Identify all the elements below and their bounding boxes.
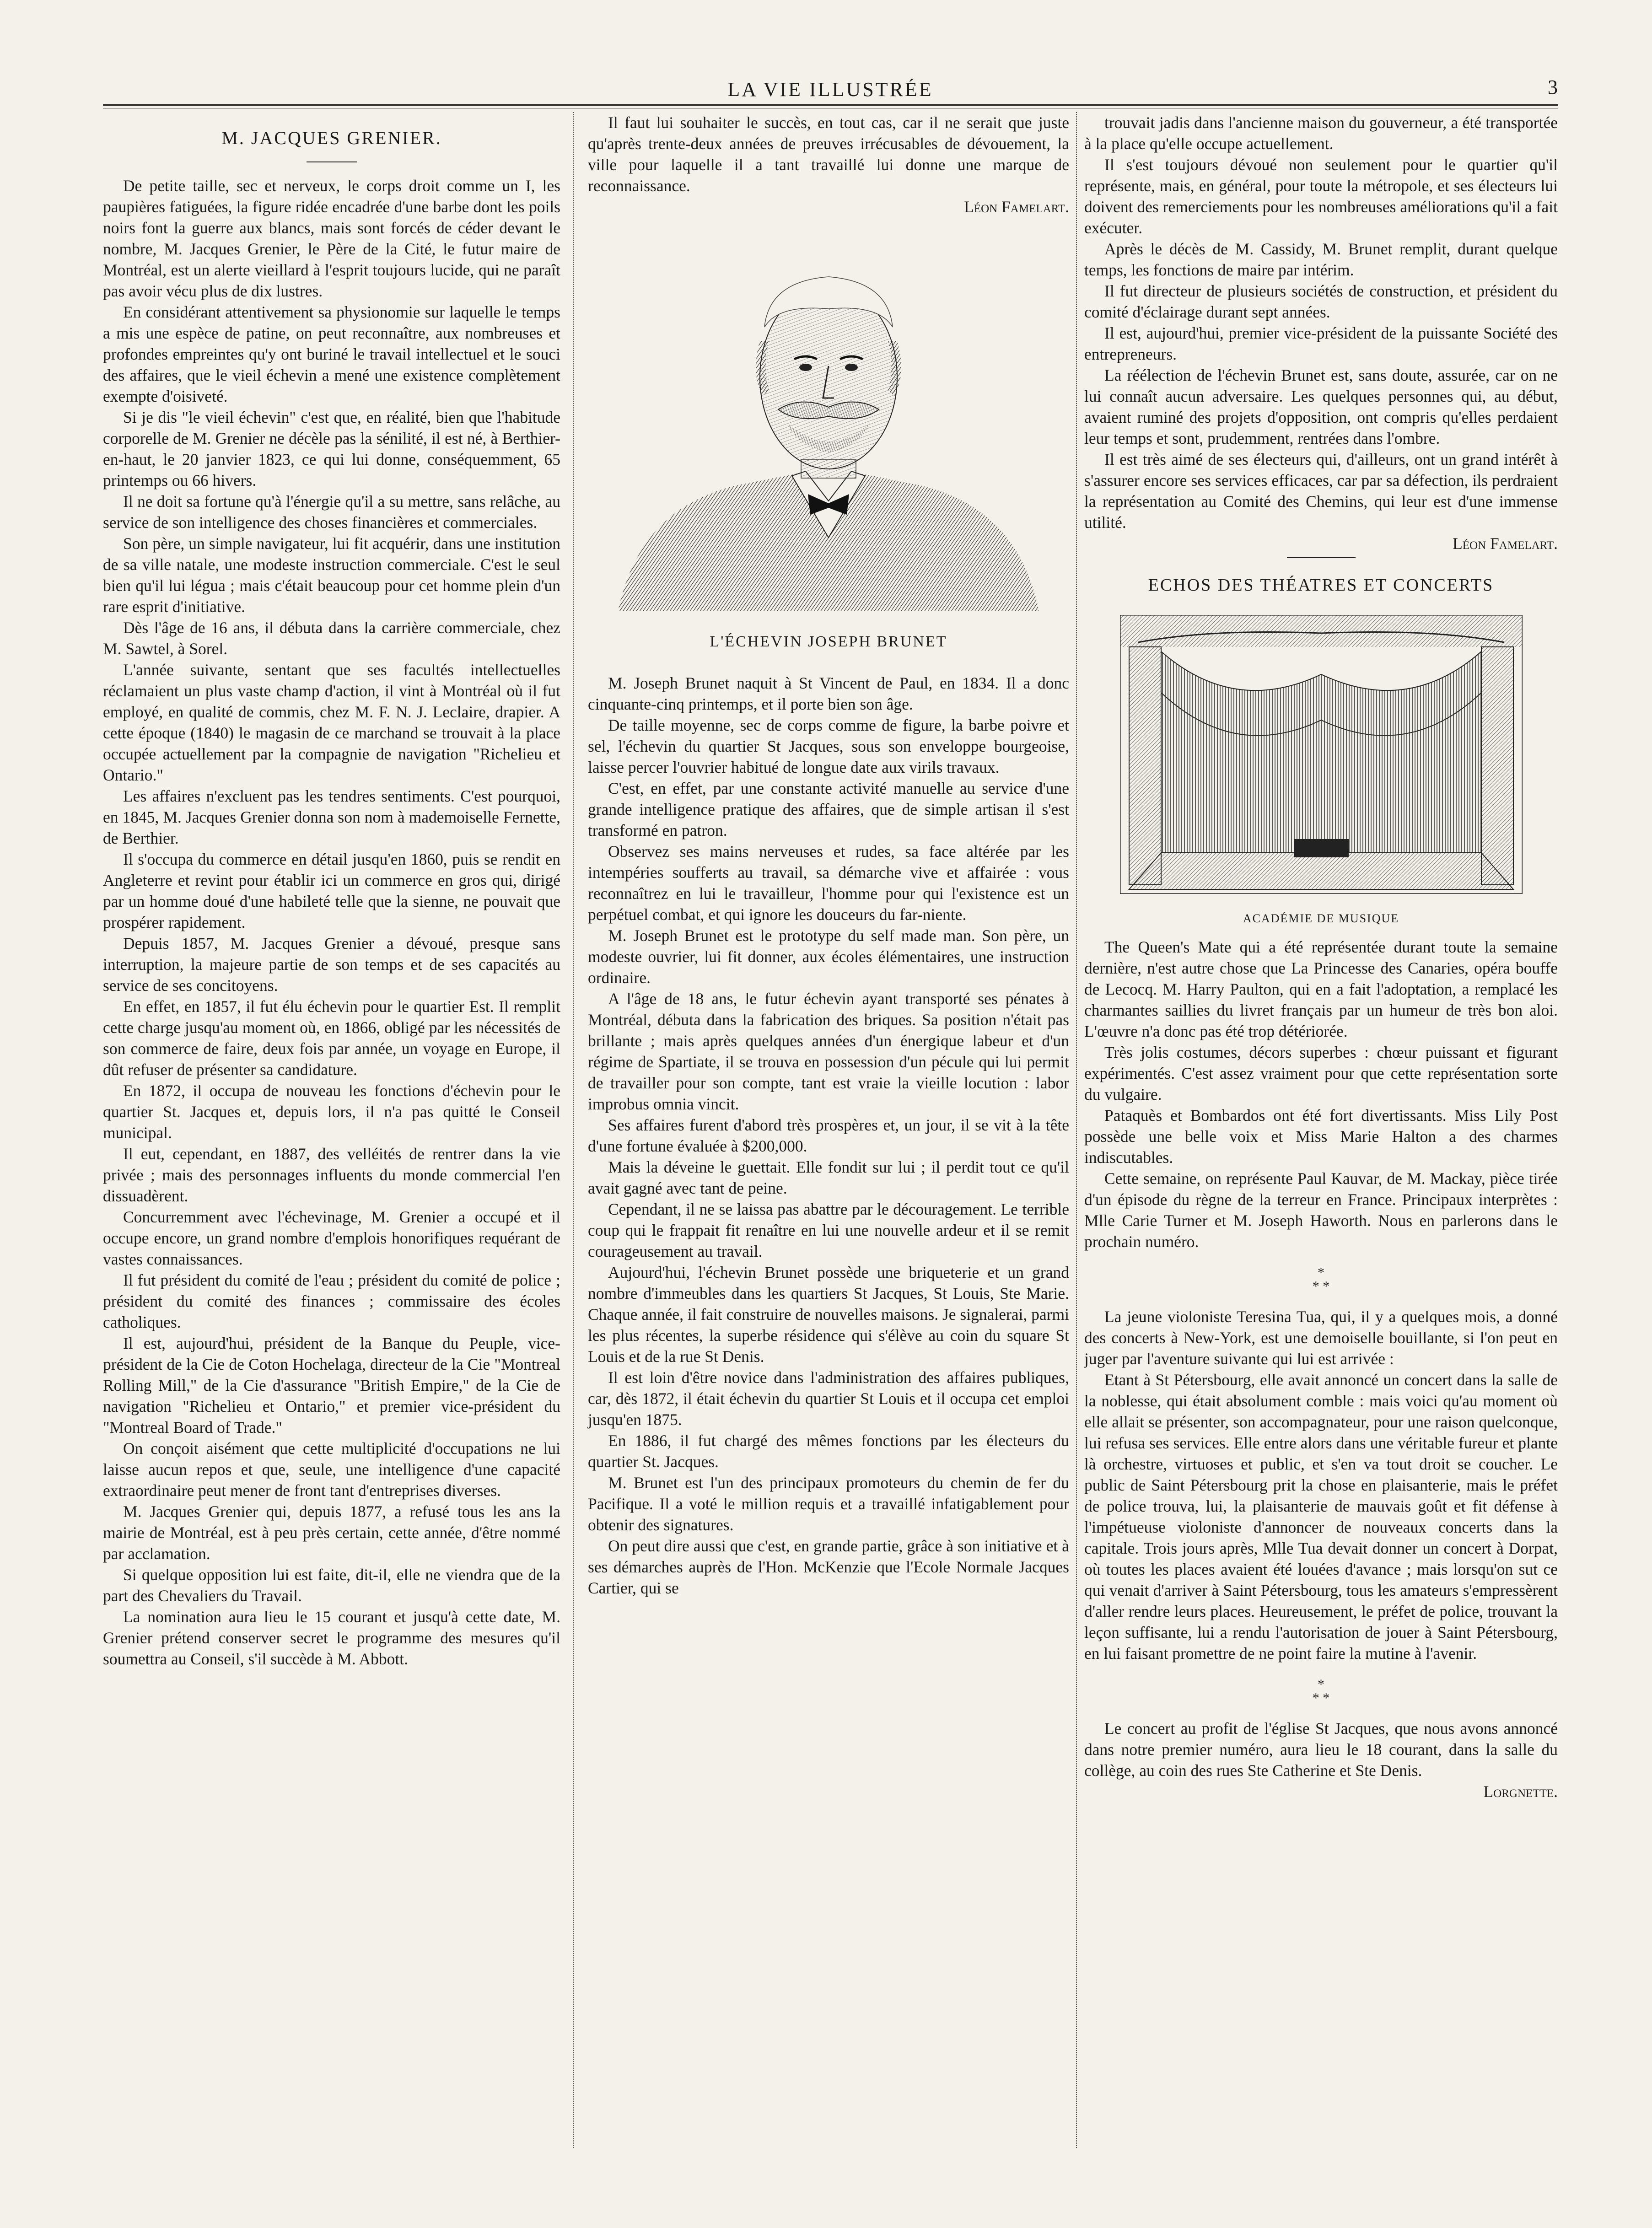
article-body [588,673,1069,1598]
paragraph: Si quelque opposition lui est faite, dit-il, elle ne viendra que de la part des Chevaliers du Travail. [103,1566,560,1605]
paragraph: Pataquès et Bombardos ont été fort divertissants. Miss Lily Post possède une belle voix et Miss Marie Halton a des charmes indiscutables. [1084,1106,1558,1167]
article-heading: M. JACQUES GRENIER. [221,128,442,148]
article-body [103,175,560,1669]
paragraph: Il est, aujourd'hui, président de la Banque du Peuple, vice-président de la Cie de Coton Hochelaga, directeur de la Cie "Montreal Rolling Mill," de la Cie d'assurance "British Empire," de la Cie de navigation "Richelieu et Ontario," et premier vice-président du "Montreal Board of Trade." [103,1334,560,1437]
paragraph: Dès l'âge de 16 ans, il débuta dans la carrière commerciale, chez M. Sawtel, à Sorel. [103,619,560,658]
column-3 [1084,112,1558,1802]
paragraph: Il est, aujourd'hui, premier vice-président de la puissante Société des entrepreneurs. [1084,324,1558,363]
paragraph: On peut dire aussi que c'est, en grande partie, grâce à son initiative et à ses démarches auprès de l'Hon. McKenzie que l'Ecole Normale Jacques Cartier, qui se [588,1537,1069,1597]
violinist-article [1084,1306,1558,1664]
paragraph: M. Joseph Brunet naquit à St Vincent de Paul, en 1834. Il a donc cinquante-cinq printemps, et il porte bien son âge. [588,674,1069,713]
masthead [103,75,1558,103]
article-continuation: Il faut lui souhaiter le succès, en tout cas, car il ne serait que juste qu'après trente-deux années de preuves irrécusables de dévouement, la ville pour laquelle il a tant travaillé lui donne une marque de reconnaissance. [588,113,1069,195]
paragraph: De petite taille, sec et nerveux, le corps droit comme un I, les paupières fatiguées, la figure ridée encadrée d'une barbe dont les poils noirs font la guerre aux blancs, mais sont forcés de céder devant le nombre, M. Jacques Grenier, le Père de la Cité, le futur maire de Montréal, est un alerte vieillard à l'esprit toujours lucide, qui ne paraît pas avoir vécu plus de dix lustres. [103,177,560,300]
paragraph: Il fut président du comité de l'eau ; président du comité de police ; président du comité des finances ; commissaire des écoles catholiques. [103,1271,560,1331]
paragraph: Il fut directeur de plusieurs sociétés de construction, et président du comité d'éclairage durant sept années. [1084,282,1558,321]
author-signature: Léon Famelart. [964,198,1069,216]
concert-notice: Le concert au profit de l'église St Jacques, que nous avons annoncé dans notre premier numéro, aura lieu le 18 courant, dans la salle du collège, au coin des rues Ste Catherine et Ste Denis. [1084,1719,1558,1780]
paragraph: En 1886, il fut chargé des mêmes fonctions par les électeurs du quartier St. Jacques. [588,1432,1069,1471]
paragraph: De taille moyenne, sec de corps comme de figure, la barbe poivre et sel, l'échevin du quartier St Jacques, sous son enveloppe bourgeoise, laisse percer l'ouvrier habitué de longue date aux virils travaux. [588,716,1069,776]
paragraph: Cependant, il ne se laissa pas abattre par le découragement. Le terrible coup qui le frappait fit renaître en lui une nouvelle ardeur et il se remit courageusement au travail. [588,1200,1069,1260]
paragraph: La réélection de l'échevin Brunet est, sans doute, assurée, car on ne lui connaît aucun adversaire. Les quelques personnes qui, au début, avaient ruminé des projets d'opposition, ont compris qu'elles perdaient leur temps et sont, prudemment, rentrées dans l'ombre. [1084,366,1558,447]
article-continuation [1084,112,1558,533]
page-number: 3 [1548,76,1558,98]
paragraph: Ses affaires furent d'abord très prospères et, un jour, il se vit à la tête d'une fortune évaluée à $200,000. [588,1116,1069,1155]
paragraph: Il s'est toujours dévoué non seulement pour le quartier qu'il représente, mais, en général, pour toute la métropole, et ses électeurs lui doivent des remerciements pour les nombreuses améliorations qu'il a fait exécuter. [1084,156,1558,237]
paragraph: C'est, en effet, par une constante activité manuelle au service d'une grande intelligence pratique des affaires, que de simple artisan il s'est transformé en patron. [588,779,1069,840]
paragraph: Il est loin d'être novice dans l'administration des affaires publiques, car, dès 1872, il était échevin du quartier St Louis et il occupa cet emploi jusqu'en 1875. [588,1368,1069,1429]
paragraph: A l'âge de 18 ans, le futur échevin ayant transporté ses pénates à Montréal, débuta dans la fabrication des briques. Sa position n'était pas brillante ; mais après quelques années d'un énergique labeur et d'un régime de Spartiate, il se trouva en possession d'un pécule qui lui permit de travailler pour son compte, tant est vraie la vieille locution : labor improbus omnia vincit. [588,990,1069,1113]
paragraph: La jeune violoniste Teresina Tua, qui, il y a quelques mois, a donné des concerts à New-York, est une demoiselle bouillante, si l'on peut en juger par l'aventure suivante qui lui est arrivée : [1084,1308,1558,1368]
paragraph: Les affaires n'excluent pas les tendres sentiments. C'est pourquoi, en 1845, M. Jacques Grenier donna son nom à mademoiselle Fernette, de Berthier. [103,787,560,847]
publication-title: LA VIE ILLUSTRÉE [727,78,933,101]
closing-signature: Lorgnette. [1483,1782,1558,1801]
paragraph: trouvait jadis dans l'ancienne maison du gouverneur, a été transportée à la place qu'elle occupe actuellement. [1084,113,1558,153]
heading-rule [307,161,357,162]
section-heading: ECHOS DES THÉATRES ET CONCERTS [1148,576,1494,595]
header-rule [103,104,1558,106]
paragraph: Après le décès de M. Cassidy, M. Brunet remplit, durant quelque temps, les fonctions de maire par intérim. [1084,240,1558,279]
paragraph: En considérant attentivement sa physionomie sur laquelle le temps a mis une espèce de patine, on peut reconnaître, aux nombreuses et profondes empreintes qu'y ont buriné le travail intellectuel et le souci des affaires, que le vieil échevin a mené une existence complètement exempte d'oisiveté. [103,303,560,405]
portrait-caption: L'ÉCHEVIN JOSEPH BRUNET [710,633,947,650]
paragraph: Son père, un simple navigateur, lui fit acquérir, dans une institution de sa ville natale, une modeste instruction commerciale. C'est le seul bien qu'il lui légua ; mais c'était beaucoup pour cet homme plein d'un rare esprit d'initiative. [103,534,560,616]
section-asterism: * * * [1312,1677,1330,1706]
paragraph: M. Jacques Grenier qui, depuis 1877, a refusé tous les ans la mairie de Montréal, est à peu près certain, cette année, d'être nommé par acclamation. [103,1502,560,1563]
portrait-engraving [604,245,1053,616]
paragraph: Il s'occupa du commerce en détail jusqu'en 1860, puis se rendit en Angleterre et revint pour établir ici un commerce en gros qui, dirigé par un homme doué d'une habileté telle que la sienne, ne pouvait que prospérer rapidement. [103,850,560,931]
paragraph: Si je dis "le vieil échevin" c'est que, en réalité, bien que l'habitude corporelle de M. Grenier ne décèle pas la sénilité, il est né, à Berthier-en-haut, le 20 janvier 1823, ce qui lui donne, conséquemment, 65 printemps ou 66 hivers. [103,408,560,490]
column-divider [1076,112,1077,2148]
paragraph: The Queen's Mate qui a été représentée durant toute la semaine dernière, n'est autre chose que La Princesse des Canaries, opéra bouffe de Lecocq. M. Harry Paulton, qui en a fait l'adoptation, a remplacé les charmantes saillies du livret français par un humeur de très bon aloi. L'œuvre n'a donc pas été trop détériorée. [1084,938,1558,1040]
paragraph: Mais la déveine le guettait. Elle fondit sur lui ; il perdit tout ce qu'il avait gagné avec tant de peine. [588,1158,1069,1197]
paragraph: Très jolis costumes, décors superbes : chœur puissant et figurant expérimentés. C'est assez vraiment pour que cette représentation sorte du vulgaire. [1084,1043,1558,1103]
paragraph: Concurremment avec l'échevinage, M. Grenier a occupé et il occupe encore, un grand nombre d'emplois honorifiques requérant de vastes connaissances. [103,1208,560,1268]
paragraph: En 1872, il occupa de nouveau les fonctions d'échevin pour le quartier St. Jacques et, depuis lors, il n'a pas quitté le Conseil municipal. [103,1082,560,1142]
paragraph: M. Brunet est l'un des principaux promoteurs du chemin de fer du Pacifique. Il a voté le million requis et a travaillé infatigablement pour obtenir des signatures. [588,1474,1069,1534]
theatre-engraving [1120,615,1523,899]
paragraph: La nomination aura lieu le 15 courant et jusqu'à cette date, M. Grenier prétend conserver secret le programme des mesures qu'il soumettra au Conseil, s'il succède à M. Abbott. [103,1608,560,1668]
author-signature: Léon Famelart. [1453,534,1558,553]
paragraph: Il est très aimé de ses électeurs qui, d'ailleurs, ont un grand intérêt à s'assurer encore ses services efficaces, car par sa défection, ils perdraient la représentation au Comité des Chemins, qui leur est d'une immense utilité. [1084,450,1558,532]
paragraph: Observez ses mains nerveuses et rudes, sa face altérée par les intempéries soufferts au travail, sa démarche vive et affairée : vous reconnaîtrez en lui le travailleur, l'homme pour qui l'existence est un perpétuel combat, et qui ignore les douceurs du far-niente. [588,842,1069,924]
theatre-image [1120,615,1523,894]
portrait-image [604,245,1053,611]
paragraph: On conçoit aisément que cette multiplicité d'occupations ne lui laisse aucun repos et que, seule, une intelligence d'une capacité extraordinaire peut mener de front tant d'entreprises diverses. [103,1439,560,1500]
column-divider [573,112,574,2148]
paragraph: Il eut, cependant, en 1887, des velléités de rentrer dans la vie privée ; mais des personnages influents du monde commercial l'en dissuadèrent. [103,1145,560,1205]
paragraph: En effet, en 1857, il fut élu échevin pour le quartier Est. Il remplit cette charge jusqu'au moment où, en 1866, obligé par les nécessités de son commerce de faire, deux fois par année, un voyage en Europe, il dût refuser de présenter sa candidature. [103,997,560,1079]
paragraph: Il ne doit sa fortune qu'à l'énergie qu'il a su mettre, sans relâche, au service de son intelligence des choses financières et commerciales. [103,492,560,532]
column-1 [103,112,560,1669]
paragraph: Cette semaine, on représente Paul Kauvar, de M. Mackay, pièce tirée d'un épisode du règne de la terreur en France. Principaux interprètes : Mlle Carie Turner et M. Joseph Haworth. Nous en parlerons dans le prochain numéro. [1084,1169,1558,1251]
column-2 [588,112,1069,1598]
theatre-article [1084,936,1558,1252]
paragraph: M. Joseph Brunet est le prototype du self made man. Son père, un modeste ouvrier, lui fit donner, aux écoles élémentaires, une instruction ordinaire. [588,926,1069,987]
paragraph: Etant à St Pétersbourg, elle avait annoncé un concert dans la salle de la noblesse, qui était absolument comble : mais voici qu'au moment où elle allait se présenter, son accompagnateur, pour une raison quelconque, lui refusa ses services. Elle entre alors dans une véritable fureur et plante là orchestre, virtuoses et public, et s'en va tout droit se coucher. Le public de Saint Pétersbourg prit la chose en plaisanterie, mais le préfet de police trouva, lui, la plaisanterie de mauvais goût et fit défense à l'impétueuse violoniste d'annoncer de nouveaux concerts dans la capitale. Trois jours après, Mlle Tua devait donner un concert à Dorpat, où toutes les places avaient été louées d'avance ; mais lorsqu'on sut ce qui venait d'arriver à Saint Pétersbourg, tous les amateurs s'empressèrent d'aller rendre leurs places. Heureusement, le préfet de police, trouvant la leçon suffisante, lui a rendu l'autorisation de jouer à Saint Pétersbourg, en lui faisant promettre de ne point faire la mutine à l'avenir. [1084,1371,1558,1663]
theatre-caption: ACADÉMIE DE MUSIQUE [1243,912,1399,925]
section-asterism: * * * [1312,1265,1330,1294]
paragraph: Aujourd'hui, l'échevin Brunet possède une briqueterie et un grand nombre d'immeubles dans les quartiers St Jacques, St Louis, Ste Marie. Chaque année, il fait construire de nouvelles maisons. Je signalerai, parmi les plus récentes, la superbe résidence qui s'élève au coin du square St Louis et de la rue St Denis. [588,1263,1069,1366]
paragraph: L'année suivante, sentant que ses facultés intellectuelles réclamaient un plus vaste champ d'action, il vint à Montréal où il fut employé, en qualité de commis, chez M. F. N. J. Leclaire, drapier. A cette époque (1840) le magasin de ce marchand se trouvait à la place occupée actuellement par la compagnie de navigation "Richelieu et Ontario." [103,661,560,784]
section-divider [1287,557,1356,558]
paragraph: Depuis 1857, M. Jacques Grenier a dévoué, presque sans interruption, la majeure partie de son temps et de ses capacités au service de ses concitoyens. [103,934,560,995]
